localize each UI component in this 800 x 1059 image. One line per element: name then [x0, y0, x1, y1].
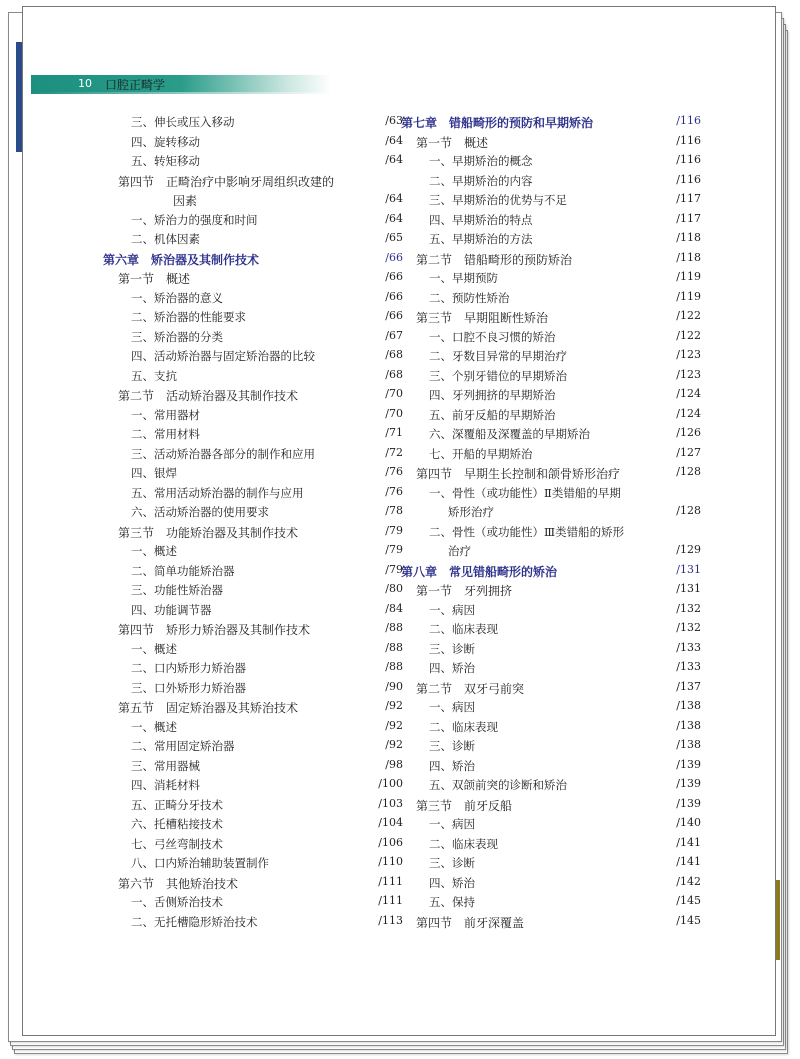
- toc-chapter-row: [401, 113, 701, 133]
- toc-item-row: [103, 445, 403, 465]
- toc-page-number: /98: [385, 757, 403, 771]
- toc-page-number: /92: [385, 699, 403, 712]
- toc-page-number: /131: [676, 562, 701, 576]
- toc-entry-title: 二、临床表现: [429, 622, 498, 636]
- toc-section-row: [103, 172, 403, 192]
- toc-item-row: [401, 698, 701, 718]
- toc-entry-title: 五、转矩移动: [131, 154, 200, 168]
- toc-entry-title: 二、常用固定矫治器: [131, 739, 235, 753]
- toc-chapter-row: [401, 562, 701, 582]
- toc-page-number: /133: [676, 660, 701, 673]
- toc-item-row: [401, 523, 701, 543]
- toc-page-number: /113: [378, 913, 403, 927]
- toc-item-row: [401, 347, 701, 367]
- toc-entry-title: 二、无托槽隐形矫治技术: [131, 914, 258, 929]
- toc-page-number: /79: [385, 523, 403, 537]
- toc-item-row: [401, 815, 701, 835]
- toc-entry-title: 三、活动矫治器各部分的制作和应用: [131, 446, 315, 461]
- toc-entry-title: 四、牙列拥挤的早期矫治: [429, 388, 556, 402]
- toc-item-row: [103, 796, 403, 816]
- toc-entry-title: 一、舌侧矫治技术: [131, 895, 223, 909]
- toc-page-number: /133: [676, 640, 701, 654]
- toc-item-row: [401, 230, 701, 250]
- toc-entry-title: 矫形治疗: [448, 505, 494, 519]
- toc-entry-title: 二、口内矫形力矫治器: [131, 661, 246, 675]
- toc-entry-title: 因素: [173, 194, 198, 208]
- toc-entry-title: 第三节 前牙反船: [416, 798, 513, 813]
- toc-page-number: /128: [676, 504, 701, 517]
- toc-entry-title: 二、临床表现: [429, 836, 498, 851]
- toc-page-number: /119: [676, 270, 701, 283]
- toc-page-number: /66: [385, 289, 403, 303]
- toc-item-row: [103, 308, 403, 328]
- toc-page-number: /139: [676, 777, 701, 790]
- toc-section-row: [401, 913, 701, 933]
- toc-entry-title: 四、矫治: [429, 758, 475, 773]
- toc-item-row: [401, 601, 701, 621]
- toc-page-number: /64: [385, 153, 403, 166]
- toc-entry-title: 六、托槽粘接技术: [131, 817, 223, 831]
- toc-page-number: /131: [676, 582, 701, 595]
- toc-entry-title: 二、早期矫治的内容: [429, 173, 533, 188]
- toc-entry-title: 一、概述: [131, 544, 177, 558]
- toc-page-number: /128: [676, 465, 701, 478]
- toc-page-number: /116: [676, 153, 701, 166]
- toc-entry-title: 三、个别牙错位的早期矫治: [429, 368, 567, 383]
- toc-page-number: /123: [676, 367, 701, 381]
- toc-item-row: [401, 737, 701, 757]
- toc-left-column: [103, 113, 403, 943]
- toc-item-row: [401, 718, 701, 738]
- toc-entry-title: 一、早期矫治的概念: [429, 154, 533, 168]
- toc-item-row: [401, 835, 701, 855]
- toc-entry-title: 一、病因: [429, 602, 475, 617]
- toc-entry-title: 三、诊断: [429, 856, 475, 870]
- toc-item-row: [103, 503, 403, 523]
- toc-section-row: [401, 308, 701, 328]
- toc-item-row: [401, 406, 701, 426]
- toc-entry-title: 三、诊断: [429, 641, 475, 656]
- toc-entry-title: 第一节 概述: [118, 272, 191, 286]
- toc-page-number: /104: [378, 816, 403, 829]
- toc-entry-title: 四、功能调节器: [131, 602, 212, 617]
- toc-entry-title: 三、矫治器的分类: [131, 329, 223, 344]
- toc-page-number: /116: [676, 172, 701, 186]
- toc-item-row: [401, 854, 701, 874]
- toc-item-row: [401, 757, 701, 777]
- toc-page-number: /103: [378, 796, 403, 810]
- toc-item-row: [103, 464, 403, 484]
- toc-item-row: [103, 152, 403, 172]
- toc-entry-title: 第四节 前牙深覆盖: [416, 915, 525, 930]
- toc-page-number: /80: [385, 582, 403, 595]
- toc-item-row: [103, 406, 403, 426]
- toc-item-row: [103, 893, 403, 913]
- toc-entry-title: 一、概述: [131, 641, 177, 656]
- toc-entry-title: 三、早期矫治的优势与不足: [429, 193, 567, 207]
- toc-page-number: /76: [385, 484, 403, 498]
- toc-item-row: [103, 659, 403, 679]
- toc-page-number: /106: [378, 835, 403, 849]
- toc-item-row: [401, 874, 701, 894]
- toc-page-number: /64: [385, 211, 403, 225]
- toc-entry-title: 三、功能性矫治器: [131, 583, 223, 597]
- toc-section-row: [103, 523, 403, 543]
- toc-item-row: [401, 425, 701, 445]
- toc-page-number: /71: [385, 426, 403, 439]
- toc-entry-title: 一、病因: [429, 817, 475, 831]
- toc-entry-title: 一、常用器材: [131, 407, 200, 422]
- toc-entry-title: 四、早期矫治的特点: [429, 212, 533, 227]
- toc-page-number: /122: [676, 309, 701, 322]
- toc-item-row: [401, 640, 701, 660]
- toc-item-row: [401, 172, 701, 192]
- toc-section-row: [103, 620, 403, 640]
- toc-page-number: /123: [676, 348, 701, 361]
- toc-page-number: /88: [385, 660, 403, 673]
- toc-page-number: /138: [676, 699, 701, 712]
- toc-item-row: [103, 425, 403, 445]
- toc-section-row: [103, 698, 403, 718]
- toc-item-row: [103, 757, 403, 777]
- toc-entry-title: 三、诊断: [429, 739, 475, 753]
- toc-page-number: /66: [385, 270, 403, 283]
- toc-item-row: [401, 386, 701, 406]
- toc-section-row: [401, 250, 701, 270]
- toc-chapter-row: [103, 250, 403, 270]
- toc-page-number: /118: [676, 250, 701, 264]
- toc-page-number: /139: [676, 796, 701, 810]
- toc-item-row: [401, 484, 701, 504]
- toc-page-number: /68: [385, 348, 403, 361]
- toc-entry-title: 第三节 早期阻断性矫治: [416, 311, 549, 325]
- toc-item-row: [401, 893, 701, 913]
- toc-item-row: [103, 718, 403, 738]
- toc-entry-title: 一、骨性（或功能性）Ⅱ类错船的早期: [429, 485, 621, 500]
- toc-page-number: /138: [676, 718, 701, 732]
- toc-entry-title: 五、双颌前突的诊断和矫治: [429, 778, 567, 792]
- toc-item-row: [103, 133, 403, 153]
- toc-entry-title: 二、常用材料: [131, 427, 200, 441]
- toc-item-row: [103, 913, 403, 933]
- toc-item-row: [401, 289, 701, 309]
- toc-item-row: [103, 484, 403, 504]
- toc-entry-title: 四、消耗材料: [131, 778, 200, 792]
- toc-entry-title: 一、病因: [429, 700, 475, 714]
- toc-item-row: [103, 542, 403, 562]
- toc-entry-title: 四、银焊: [131, 466, 177, 480]
- toc-entry-title: 五、常用活动矫治器的制作与应用: [131, 485, 304, 500]
- toc-entry-title: 二、预防性矫治: [429, 290, 510, 305]
- toc-page-number: /122: [676, 328, 701, 342]
- toc-entry-title: 第二节 错船畸形的预防矫治: [416, 252, 573, 267]
- book-title: 口腔正畸学: [105, 78, 166, 92]
- toc-item-row: [103, 640, 403, 660]
- toc-section-row: [401, 679, 701, 699]
- toc-page-number: /127: [676, 445, 701, 459]
- toc-page-number: /132: [676, 601, 701, 615]
- toc-item-row: [401, 191, 701, 211]
- toc-page-number: /100: [378, 777, 403, 790]
- toc-page-number: /145: [676, 913, 701, 927]
- toc-item-row: [103, 815, 403, 835]
- toc-page-number: /78: [385, 504, 403, 517]
- toc-section-row: [103, 386, 403, 406]
- toc-page-number: /67: [385, 328, 403, 342]
- toc-page-number: /141: [676, 835, 701, 849]
- toc-page-number: /117: [676, 192, 701, 205]
- toc-item-row: [401, 269, 701, 289]
- toc-item-row: [401, 328, 701, 348]
- toc-item-row: [103, 854, 403, 874]
- toc-page-number: /64: [385, 133, 403, 147]
- toc-section-row: [103, 191, 403, 211]
- toc-page-number: /141: [676, 855, 701, 868]
- toc-entry-title: 第六节 其他矫治技术: [118, 876, 239, 891]
- toc-page-number: /79: [385, 562, 403, 576]
- toc-entry-title: 五、支抗: [131, 368, 177, 383]
- toc-right-column: [401, 113, 701, 943]
- toc-entry-title: 第三节 功能矫治器及其制作技术: [118, 525, 299, 540]
- toc-page-number: /132: [676, 621, 701, 634]
- toc-item-row: [103, 679, 403, 699]
- toc-page-number: /84: [385, 601, 403, 615]
- toc-item-row: [401, 211, 701, 231]
- toc-entry-title: 五、前牙反船的早期矫治: [429, 407, 556, 422]
- toc-page-number: /126: [676, 426, 701, 439]
- toc-page-number: /76: [385, 465, 403, 478]
- toc-page-number: /111: [378, 874, 403, 888]
- toc-page-number: /117: [676, 211, 701, 225]
- toc-page-number: /88: [385, 640, 403, 654]
- toc-entry-title: 三、口外矫形力矫治器: [131, 680, 246, 695]
- toc-page-number: /119: [676, 289, 701, 303]
- toc-entry-title: 五、正畸分牙技术: [131, 797, 223, 812]
- toc-page-number: /129: [676, 543, 701, 556]
- toc-item-row: [103, 562, 403, 582]
- toc-entry-title: 四、活动矫治器与固定矫治器的比较: [131, 349, 315, 363]
- toc-item-row: [401, 620, 701, 640]
- toc-item-row: [401, 659, 701, 679]
- toc-section-row: [401, 464, 701, 484]
- toc-entry-title: 五、保持: [429, 895, 475, 909]
- toc-page-number: /116: [676, 114, 701, 127]
- toc-entry-title: 第六章 矫治器及其制作技术: [103, 252, 260, 267]
- toc-entry-title: 七、开船的早期矫治: [429, 446, 533, 461]
- toc-item-row: [103, 601, 403, 621]
- toc-entry-title: 治疗: [448, 544, 471, 558]
- toc-page-number: /66: [385, 309, 403, 322]
- toc-section-row: [103, 874, 403, 894]
- toc-entry-title: 四、旋转移动: [131, 134, 200, 149]
- toc-page-number: /92: [385, 738, 403, 751]
- toc-entry-title: 二、骨性（或功能性）Ⅲ类错船的矫形: [429, 524, 625, 539]
- toc-entry-title: 一、概述: [131, 719, 177, 734]
- toc-item-row: [103, 347, 403, 367]
- toc-page-number: /124: [676, 406, 701, 420]
- toc-item-row: [103, 776, 403, 796]
- toc-entry-title: 一、早期预防: [429, 271, 498, 285]
- toc-entry-title: 三、伸长或压入移动: [131, 115, 235, 129]
- running-header-underline: [31, 92, 331, 94]
- toc-entry-title: 第二节 双牙弓前突: [416, 681, 525, 696]
- toc-page-number: /64: [385, 192, 403, 205]
- toc-entry-title: 四、矫治: [429, 875, 475, 890]
- toc-page-number: /145: [676, 894, 701, 907]
- toc-page-number: /66: [385, 250, 403, 264]
- running-header-bar: [31, 75, 331, 92]
- toc-page-number: /118: [676, 231, 701, 244]
- toc-page-number: /137: [676, 679, 701, 693]
- toc-entry-title: 第七章 错船畸形的预防和早期矫治: [401, 116, 594, 130]
- toc-page-number: /138: [676, 738, 701, 751]
- toc-page-number: /65: [385, 231, 403, 244]
- toc-page-number: /88: [385, 621, 403, 634]
- toc-page-number: /110: [378, 855, 403, 868]
- toc-section-row: [401, 796, 701, 816]
- toc-entry-title: 第四节 正畸治疗中影响牙周组织改建的: [118, 174, 335, 189]
- toc-page-number: /124: [676, 387, 701, 400]
- toc-page-number: /72: [385, 445, 403, 459]
- toc-entry-title: 八、口内矫治辅助装置制作: [131, 856, 269, 870]
- toc-entry-title: 六、深覆船及深覆盖的早期矫治: [429, 427, 590, 441]
- toc-item-row: [103, 289, 403, 309]
- toc-entry-title: 七、弓丝弯制技术: [131, 836, 223, 851]
- toc-section-row: [401, 133, 701, 153]
- toc-page-number: /116: [676, 133, 701, 147]
- toc-item-row: [103, 230, 403, 250]
- toc-page-number: /139: [676, 757, 701, 771]
- toc-page-number: /63: [385, 114, 403, 127]
- toc-page-number: /111: [378, 894, 403, 907]
- toc-item-row: [103, 835, 403, 855]
- toc-entry-title: 一、矫治器的意义: [131, 290, 223, 305]
- toc-entry-title: 第一节 概述: [416, 135, 489, 150]
- toc-entry-title: 二、矫治器的性能要求: [131, 310, 246, 324]
- toc-entry-title: 二、机体因素: [131, 232, 200, 246]
- toc-item-row: [401, 776, 701, 796]
- toc-entry-title: 三、常用器械: [131, 758, 200, 773]
- toc-item-row: [401, 367, 701, 387]
- toc-entry-title: 二、牙数目异常的早期治疗: [429, 349, 567, 363]
- toc-page-number: /70: [385, 406, 403, 420]
- toc-entry-title: 二、简单功能矫治器: [131, 563, 235, 578]
- toc-entry-title: 五、早期矫治的方法: [429, 232, 533, 246]
- toc-item-row: [103, 328, 403, 348]
- page-number: 10: [78, 77, 92, 90]
- toc-entry-title: 四、矫治: [429, 661, 475, 675]
- toc-entry-title: 一、口腔不良习惯的矫治: [429, 329, 556, 344]
- toc-section-row: [401, 581, 701, 601]
- toc-entry-title: 第四节 矫形力矫治器及其制作技术: [118, 623, 311, 637]
- toc-item-row: [401, 152, 701, 172]
- toc-entry-title: 第四节 早期生长控制和颌骨矫形治疗: [416, 467, 621, 481]
- toc-entry-title: 第二节 活动矫治器及其制作技术: [118, 389, 299, 403]
- toc-entry-title: 一、矫治力的强度和时间: [131, 212, 258, 227]
- toc-entry-title: 第八章 常见错船畸形的矫治: [401, 564, 558, 579]
- toc-item-row: [103, 113, 403, 133]
- toc-entry-title: 第五节 固定矫治器及其矫治技术: [118, 701, 299, 715]
- toc-item-row: [401, 542, 701, 562]
- book-page: [22, 6, 776, 1036]
- toc-entry-title: 二、临床表现: [429, 719, 498, 734]
- toc-item-row: [103, 737, 403, 757]
- toc-item-row: [103, 211, 403, 231]
- toc-item-row: [401, 503, 701, 523]
- toc-page-number: /79: [385, 543, 403, 556]
- toc-page-number: /142: [676, 874, 701, 888]
- toc-page-number: /68: [385, 367, 403, 381]
- toc-item-row: [103, 581, 403, 601]
- toc-item-row: [401, 445, 701, 465]
- toc-entry-title: 六、活动矫治器的使用要求: [131, 505, 269, 519]
- toc-item-row: [103, 367, 403, 387]
- toc-page-number: /70: [385, 387, 403, 400]
- toc-page-number: /140: [676, 816, 701, 829]
- toc-page-number: /92: [385, 718, 403, 732]
- toc-section-row: [103, 269, 403, 289]
- toc-page-number: /90: [385, 679, 403, 693]
- toc-entry-title: 第一节 牙列拥挤: [416, 584, 513, 598]
